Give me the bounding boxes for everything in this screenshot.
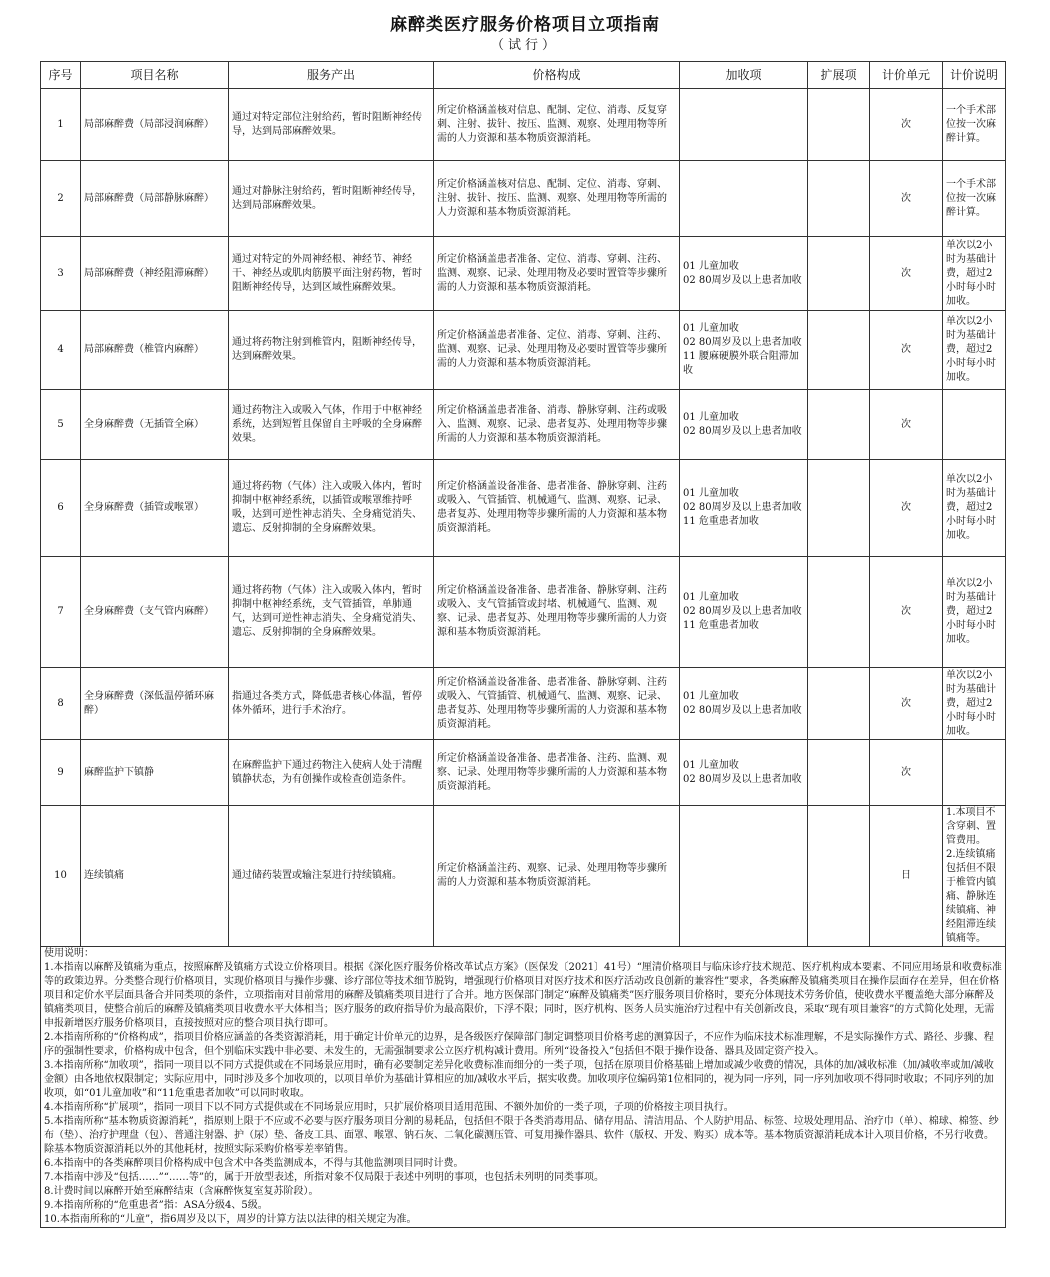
header-name: 项目名称 bbox=[81, 62, 229, 89]
note-item: 9.本指南所称的“危重患者”指：ASA分级4、5级。 bbox=[44, 1200, 268, 1211]
table-row bbox=[41, 460, 1006, 557]
row-name: 局部麻醉费（局部静脉麻醉） bbox=[81, 161, 229, 237]
row-surcharge bbox=[680, 89, 808, 161]
pricing-table bbox=[40, 61, 1006, 1228]
document-subtitle: （试行） bbox=[490, 38, 559, 53]
note-item: 1.本指南以麻醉及镇痛为重点，按照麻醉及镇痛方式设立价格项目。根据《深化医疗服务价格改革试点方案》（医保发〔2021〕41号）“厘清价格项目与临床诊疗技术规范、医疗机构成本要素、不同应用场景和收费标准等的政策边界。分类整合现行价格项目，实现价格项目与操作步骤、诊疗部位等技术细节脱钩，增强现行价格项目对医疗技术和医疗活动改良创新的兼容性”要求，各类麻醉及镇痛类项目在操作层面存在差异，但在价格项目和定价水平层面具备合并同类项的条件，立项指南对目前常用的麻醉及镇痛类项目进行了合并。地方医保部门制定“麻醉及镇痛类”医疗服务项目价格时，要充分体现技术劳务价值，使收费水平覆盖绝大部分麻醉及镇痛类项目，使整合前后的麻醉及镇痛类项目收费水平大体相当；医疗服务的政府指导价为最高限价，下浮不限；同时，医疗机构、医务人员实施治疗过程中有关创新改良，采取“现有项目兼容”的方式简化处理，无需申报新增医疗服务价格项目，直接按照对应的整合项目执行即可。 bbox=[44, 962, 1002, 1029]
row-extension bbox=[808, 161, 870, 237]
table-row bbox=[41, 161, 1006, 237]
row-output: 通过对特定部位注射给药，暂时阻断神经传导，达到局部麻醉效果。 bbox=[229, 89, 434, 161]
header-extension: 扩展项 bbox=[808, 62, 870, 89]
row-extension bbox=[808, 806, 870, 947]
row-no: 3 bbox=[41, 237, 81, 311]
row-surcharge: 01 儿童加收 02 80周岁及以上患者加收 bbox=[680, 668, 808, 740]
header-surcharge: 加收项 bbox=[680, 62, 808, 89]
row-unit: 次 bbox=[870, 161, 943, 237]
notes-row bbox=[41, 947, 1006, 1228]
row-extension bbox=[808, 668, 870, 740]
row-output: 指通过各类方式，降低患者核心体温，暂停体外循环，进行手术治疗。 bbox=[229, 668, 434, 740]
row-unit: 日 bbox=[870, 806, 943, 947]
row-surcharge: 01 儿童加收 02 80周岁及以上患者加收 11 腰麻硬膜外联合阻滞加收 bbox=[680, 311, 808, 390]
row-surcharge: 01 儿童加收 02 80周岁及以上患者加收 bbox=[680, 740, 808, 806]
table-row bbox=[41, 557, 1006, 668]
row-unit: 次 bbox=[870, 237, 943, 311]
row-extension bbox=[808, 311, 870, 390]
row-unit: 次 bbox=[870, 390, 943, 460]
note-item: 10.本指南所称的“儿童”，指6周岁及以下，周岁的计算方法以法律的相关规定为准。 bbox=[44, 1214, 417, 1225]
row-name: 全身麻醉费（插管或喉罩） bbox=[81, 460, 229, 557]
note-item: 4.本指南所称“扩展项”，指同一项目下以不同方式提供或在不同场景应用时，只扩展价格项目适用范围、不额外加价的一类子项，子项的价格按主项目执行。 bbox=[44, 1102, 734, 1113]
header-unit: 计价单元 bbox=[870, 62, 943, 89]
header-note: 计价说明 bbox=[943, 62, 1006, 89]
row-output: 通过将药物注射到椎管内，阻断神经传导，达到麻醉效果。 bbox=[229, 311, 434, 390]
row-name: 局部麻醉费（局部浸润麻醉） bbox=[81, 89, 229, 161]
row-price: 所定价格涵盖患者准备、定位、消毒、穿刺、注药、监测、观察、记录、处理用物及必要时置管等步骤所需的人力资源和基本物质资源消耗。 bbox=[434, 237, 680, 311]
usage-notes bbox=[41, 947, 1006, 1228]
row-name: 全身麻醉费（深低温停循环麻醉） bbox=[81, 668, 229, 740]
row-name: 连续镇痛 bbox=[81, 806, 229, 947]
header-output: 服务产出 bbox=[229, 62, 434, 89]
row-extension bbox=[808, 557, 870, 668]
row-name: 麻醉监护下镇静 bbox=[81, 740, 229, 806]
row-price: 所定价格涵盖设备准备、患者准备、静脉穿刺、注药或吸入、气管插管、机械通气、监测、观察、记录、患者复苏、处理用物等步骤所需的人力资源和基本物质资源消耗。 bbox=[434, 668, 680, 740]
table-row bbox=[41, 237, 1006, 311]
row-name: 局部麻醉费（神经阻滞麻醉） bbox=[81, 237, 229, 311]
note-item: 8.计费时间以麻醉开始至麻醉结束（含麻醉恢复室复苏阶段）。 bbox=[44, 1186, 319, 1197]
note-item: 6.本指南中的各类麻醉项目价格构成中包含术中各类监测成本，不得与其他监测项目同时计费。 bbox=[44, 1158, 464, 1169]
row-surcharge bbox=[680, 161, 808, 237]
row-note bbox=[943, 390, 1006, 460]
row-output: 通过将药物（气体）注入或吸入体内，暂时抑制中枢神经系统，以插管或喉罩维持呼吸，达到可逆性神志消失、全身痛觉消失、遗忘、反射抑制的全身麻醉效果。 bbox=[229, 460, 434, 557]
row-output: 通过对静脉注射给药，暂时阻断神经传导，达到局部麻醉效果。 bbox=[229, 161, 434, 237]
row-price: 所定价格涵盖设备准备、患者准备、静脉穿刺、注药或吸入、支气管插管或封堵、机械通气、监测、观察、记录、患者复苏、处理用物等步骤所需的人力资源和基本物质资源消耗。 bbox=[434, 557, 680, 668]
row-price: 所定价格涵盖患者准备、消毒、静脉穿刺、注药或吸入、监测、观察、记录、患者复苏、处理用物等步骤所需的人力资源和基本物质资源消耗。 bbox=[434, 390, 680, 460]
row-extension bbox=[808, 460, 870, 557]
row-note: 单次以2小时为基础计费，超过2小时每小时加收。 bbox=[943, 237, 1006, 311]
row-output: 在麻醉监护下通过药物注入使病人处于清醒镇静状态，为有创操作或检查创造条件。 bbox=[229, 740, 434, 806]
row-extension bbox=[808, 740, 870, 806]
row-price: 所定价格涵盖患者准备、定位、消毒、穿刺、注药、监测、观察、记录、处理用物及必要时置管等步骤所需的人力资源和基本物质资源消耗。 bbox=[434, 311, 680, 390]
row-output: 通过对特定的外周神经根、神经节、神经干、神经丛或肌肉筋膜平面注射药物，暂时阻断神经传导，达到区域性麻醉效果。 bbox=[229, 237, 434, 311]
row-output: 通过药物注入或吸入气体，作用于中枢神经系统，达到短暂且保留自主呼吸的全身麻醉效果。 bbox=[229, 390, 434, 460]
row-name: 全身麻醉费（支气管内麻醉） bbox=[81, 557, 229, 668]
row-surcharge bbox=[680, 806, 808, 947]
header-price: 价格构成 bbox=[434, 62, 680, 89]
row-note: 一个手术部位按一次麻醉计算。 bbox=[943, 89, 1006, 161]
row-price: 所定价格涵盖核对信息、配制、定位、消毒、反复穿刺、注射、拔针、按压、监测、观察、处理用物等所需的人力资源和基本物质资源消耗。 bbox=[434, 89, 680, 161]
row-unit: 次 bbox=[870, 89, 943, 161]
row-unit: 次 bbox=[870, 311, 943, 390]
table-row bbox=[41, 89, 1006, 161]
table-header-row bbox=[41, 62, 1006, 89]
row-note: 单次以2小时为基础计费，超过2小时每小时加收。 bbox=[943, 557, 1006, 668]
row-note: 单次以2小时为基础计费，超过2小时每小时加收。 bbox=[943, 668, 1006, 740]
row-price: 所定价格涵盖设备准备、患者准备、注药、监测、观察、记录、处理用物等步骤所需的人力资源和基本物质资源消耗。 bbox=[434, 740, 680, 806]
row-extension bbox=[808, 390, 870, 460]
document-title: 麻醉类医疗服务价格项目立项指南 bbox=[390, 15, 660, 35]
row-no: 8 bbox=[41, 668, 81, 740]
row-no: 10 bbox=[41, 806, 81, 947]
table-row bbox=[41, 806, 1006, 947]
row-no: 7 bbox=[41, 557, 81, 668]
row-price: 所定价格涵盖设备准备、患者准备、静脉穿刺、注药或吸入、气管插管、机械通气、监测、观察、记录、患者复苏、处理用物等步骤所需的人力资源和基本物质资源消耗。 bbox=[434, 460, 680, 557]
row-no: 2 bbox=[41, 161, 81, 237]
row-output: 通过储药装置或输注泵进行持续镇痛。 bbox=[229, 806, 434, 947]
row-no: 5 bbox=[41, 390, 81, 460]
header-no: 序号 bbox=[41, 62, 81, 89]
row-note bbox=[943, 740, 1006, 806]
row-no: 6 bbox=[41, 460, 81, 557]
row-no: 1 bbox=[41, 89, 81, 161]
note-item: 7.本指南中涉及“包括……”“……等”的，属于开放型表述，所指对象不仅局限于表述中列明的事项，也包括未列明的同类事项。 bbox=[44, 1172, 604, 1183]
row-surcharge: 01 儿童加收 02 80周岁及以上患者加收 bbox=[680, 390, 808, 460]
table-row bbox=[41, 390, 1006, 460]
note-item: 2.本指南所称的“价格构成”，指项目价格应涵盖的各类资源消耗，用于确定计价单元的边界，是各级医疗保障部门制定调整项目价格考虑的测算因子，不应作为临床技术标准理解，不是实际操作方式、路径、步骤、程序的强制性要求，价格构成中包含，但个别临床实践中非必要、未发生的，无需强制要求公立医疗机构减计费用。所列“设备投入”包括但不限于操作设备、器具及固定资产投入。 bbox=[44, 1032, 994, 1057]
row-name: 全身麻醉费（无插管全麻） bbox=[81, 390, 229, 460]
row-unit: 次 bbox=[870, 740, 943, 806]
row-extension bbox=[808, 89, 870, 161]
table-row bbox=[41, 668, 1006, 740]
row-no: 9 bbox=[41, 740, 81, 806]
row-surcharge: 01 儿童加收 02 80周岁及以上患者加收 11 危重患者加收 bbox=[680, 460, 808, 557]
note-item: 3.本指南所称“加收项”，指同一项目以不同方式提供或在不同场景应用时，确有必要制定差异化收费标准而细分的一类子项，包括在原项目价格基础上增加或减少收费的情况，具体的加/减收标准（加/减收率或加/减收金额）由各地依权限制定；实际应用中，同时涉及多个加收项的，以项目单价为基础计算相应的加/减收水平后，据实收费。加收项序位编码第1位相同的，视为同一序列，同一序列加收项不得同时收取；不同序列的加收项，如“01儿童加收”和“11危重患者加收”可以同时收取。 bbox=[44, 1060, 994, 1099]
row-note: 一个手术部位按一次麻醉计算。 bbox=[943, 161, 1006, 237]
row-price: 所定价格涵盖注药、观察、记录、处理用物等步骤所需的人力资源和基本物质资源消耗。 bbox=[434, 806, 680, 947]
row-unit: 次 bbox=[870, 460, 943, 557]
row-name: 局部麻醉费（椎管内麻醉） bbox=[81, 311, 229, 390]
row-surcharge: 01 儿童加收 02 80周岁及以上患者加收 bbox=[680, 237, 808, 311]
row-price: 所定价格涵盖核对信息、配制、定位、消毒、穿刺、注射、拔针、按压、监测、观察、处理用物等所需的人力资源和基本物质资源消耗。 bbox=[434, 161, 680, 237]
row-note: 单次以2小时为基础计费，超过2小时每小时加收。 bbox=[943, 460, 1006, 557]
row-output: 通过将药物（气体）注入或吸入体内，暂时抑制中枢神经系统，支气管插管，单肺通气，达到可逆性神志消失、全身痛觉消失、遗忘、反射抑制的全身麻醉效果。 bbox=[229, 557, 434, 668]
table-row bbox=[41, 311, 1006, 390]
row-surcharge: 01 儿童加收 02 80周岁及以上患者加收 11 危重患者加收 bbox=[680, 557, 808, 668]
note-item: 5.本指南所称“基本物质资源消耗”，指原则上限于不应或不必要与医疗服务项目分割的易耗品，包括但不限于各类消毒用品、储存用品、清洁用品、个人防护用品、标签、垃圾处理用品、治疗巾（单）、棉球、棉签、纱布（垫）、治疗护理盘（包）、普通注射器、护（尿）垫、备皮工具、面罩、喉罩、钠石灰、二氧化碳测压管、可复用操作器具、软件（版权、开发、购买）成本等。基本物质资源消耗成本计入项目价格，不另行收费。除基本物质资源消耗以外的其他耗材，按照实际采购价格零差率销售。 bbox=[44, 1116, 999, 1155]
notes-heading: 使用说明： bbox=[44, 948, 94, 959]
row-unit: 次 bbox=[870, 557, 943, 668]
row-unit: 次 bbox=[870, 668, 943, 740]
row-no: 4 bbox=[41, 311, 81, 390]
row-note: 1.本项目不含穿刺、置管费用。 2.连续镇痛包括但不限于椎管内镇痛、静脉连续镇痛、神经阻滞连续镇痛等。 bbox=[943, 806, 1006, 947]
row-extension bbox=[808, 237, 870, 311]
table-row bbox=[41, 740, 1006, 806]
row-note: 单次以2小时为基础计费，超过2小时每小时加收。 bbox=[943, 311, 1006, 390]
